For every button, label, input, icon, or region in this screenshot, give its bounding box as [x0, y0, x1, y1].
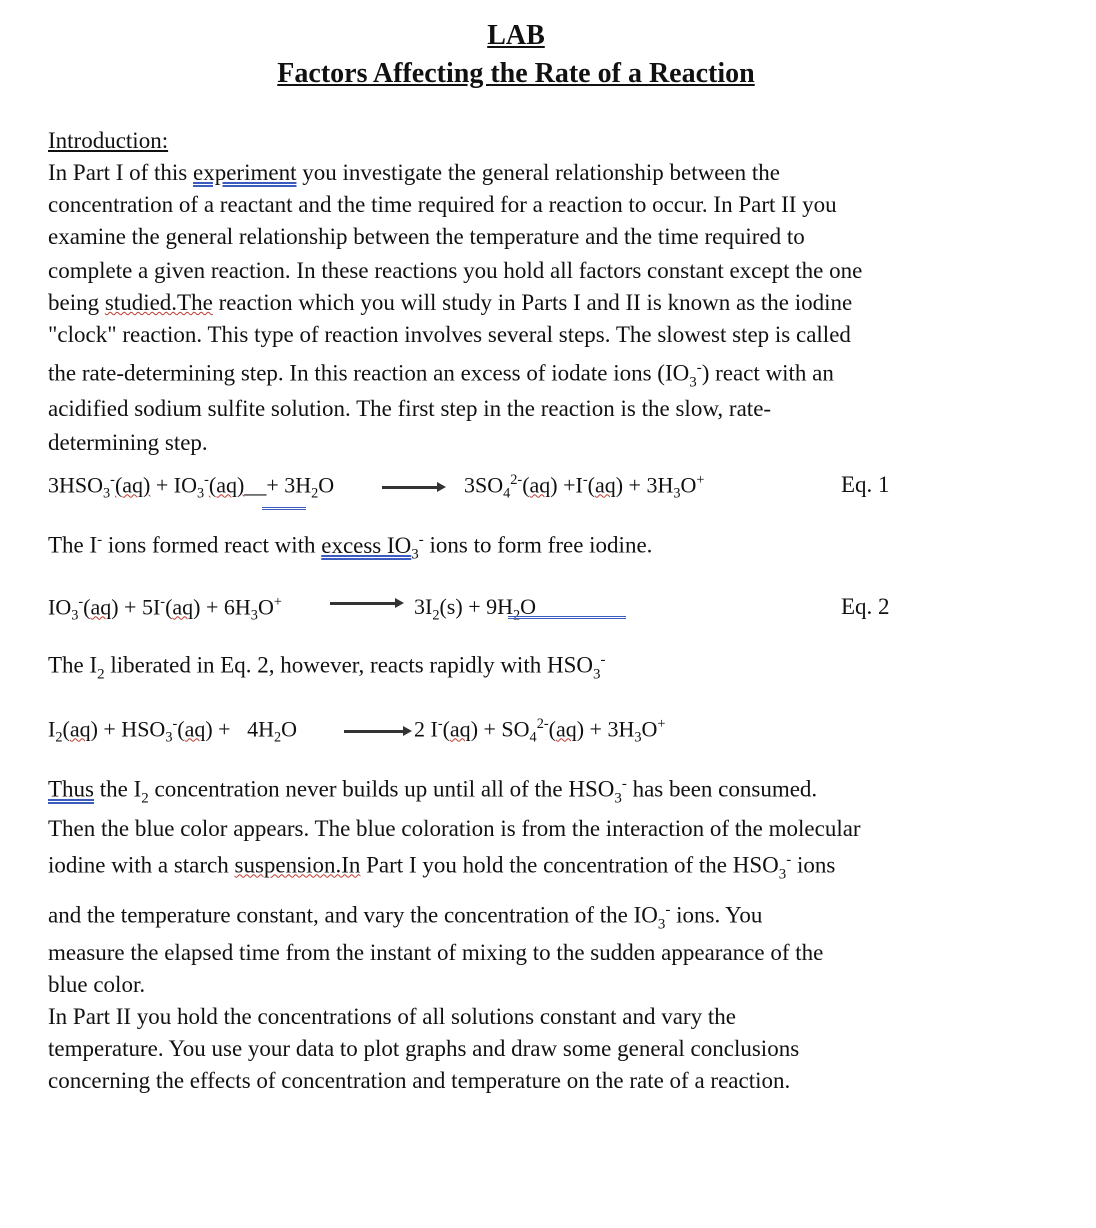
eq1-underline — [262, 507, 306, 510]
iodide-sentence: The I- ions formed react with excess $IO_3^-$ ions to form free iodine. — [48, 532, 653, 563]
eq2-arrow-icon — [330, 602, 396, 605]
para2-line-1: Thus the $I_2$ concentration never builds up until all of the $HSO_3^-$ has been consumed. — [48, 776, 818, 807]
para2-line-7: In Part II you hold the concentrations of all solutions constant and vary the — [48, 1004, 736, 1029]
eq3-reactants: $I_2(aq) + HSO_3^-(aq) + 4H_2O$ — [48, 716, 298, 746]
iodine-sentence: The $I_2$ liberated in Eq. 2, however, reacts rapidly with $HSO_3^-$ — [48, 652, 606, 683]
experiment-link: experiment — [193, 160, 297, 185]
lab-heading: LAB — [487, 20, 545, 51]
eq3-arrow-icon — [344, 730, 404, 733]
intro-line-5: being studied.The reaction which you will study in Parts I and II is known as the iodine — [48, 290, 853, 315]
eq2-underline — [508, 616, 626, 619]
intro-heading: Introduction: — [48, 128, 169, 153]
eq2-label: Eq. 2 — [841, 594, 890, 619]
intro-line-7: the rate-determining step. In this reaction an excess of iodate ions $(IO_3^-)$ react with an — [48, 360, 834, 391]
para2-line-5: measure the elapsed time from the instant of mixing to the sudden appearance of the — [48, 940, 824, 965]
intro-line-9: determining step. — [48, 430, 208, 455]
para2-line-3: iodine with a starch suspension.In Part I you hold the concentration of the $HSO_3^-$ ions — [48, 852, 836, 883]
eq2-products: $3I_2(s) + 9H_2O$ — [414, 594, 537, 624]
eq3-products: 2 $I^-(aq) + SO_4^{2-}(aq) + 3H_3O^+$ — [414, 716, 666, 746]
para2-line-8: temperature. You use your data to plot graphs and draw some general conclusions — [48, 1036, 800, 1061]
intro-line-3: examine the general relationship between the temperature and the time required to — [48, 224, 805, 249]
intro-line-6: "clock" reaction. This type of reaction involves several steps. The slowest step is called — [48, 322, 851, 347]
para2-line-9: concerning the effects of concentration and temperature on the rate of a reaction. — [48, 1068, 791, 1093]
eq1-arrow-icon — [382, 486, 438, 489]
eq2-reactants: $IO_3^-(aq) + 5I^-(aq) + 6H_3O^+$ — [48, 594, 282, 624]
eq1-products: $3SO_4^{2-}(aq) +I^-(aq) + 3H_3O^+$ — [464, 472, 705, 502]
para2-line-2: Then the blue color appears. The blue coloration is from the interaction of the molecular — [48, 816, 861, 841]
intro-line-4: complete a given reaction. In these reactions you hold all factors constant except the one — [48, 258, 863, 283]
intro-line-1: In Part I of this experiment you investigate the general relationship between the — [48, 160, 780, 185]
para2-line-6: blue color. — [48, 972, 146, 997]
document-title: Factors Affecting the Rate of a Reaction — [277, 58, 755, 89]
eq1-reactants: $3HSO_3^-(aq)$ + $IO_3^-(aq)\_\_+ 3H_2O$ — [48, 472, 335, 502]
intro-line-2: concentration of a reactant and the time required for a reaction to occur. In Part II you — [48, 192, 837, 217]
intro-line-8: acidified sodium sulfite solution. The first step in the reaction is the slow, rate- — [48, 396, 772, 421]
eq1-label: Eq. 1 — [841, 472, 890, 497]
para2-line-4: and the temperature constant, and vary the concentration of the $IO_3^-$ ions. You — [48, 902, 763, 933]
